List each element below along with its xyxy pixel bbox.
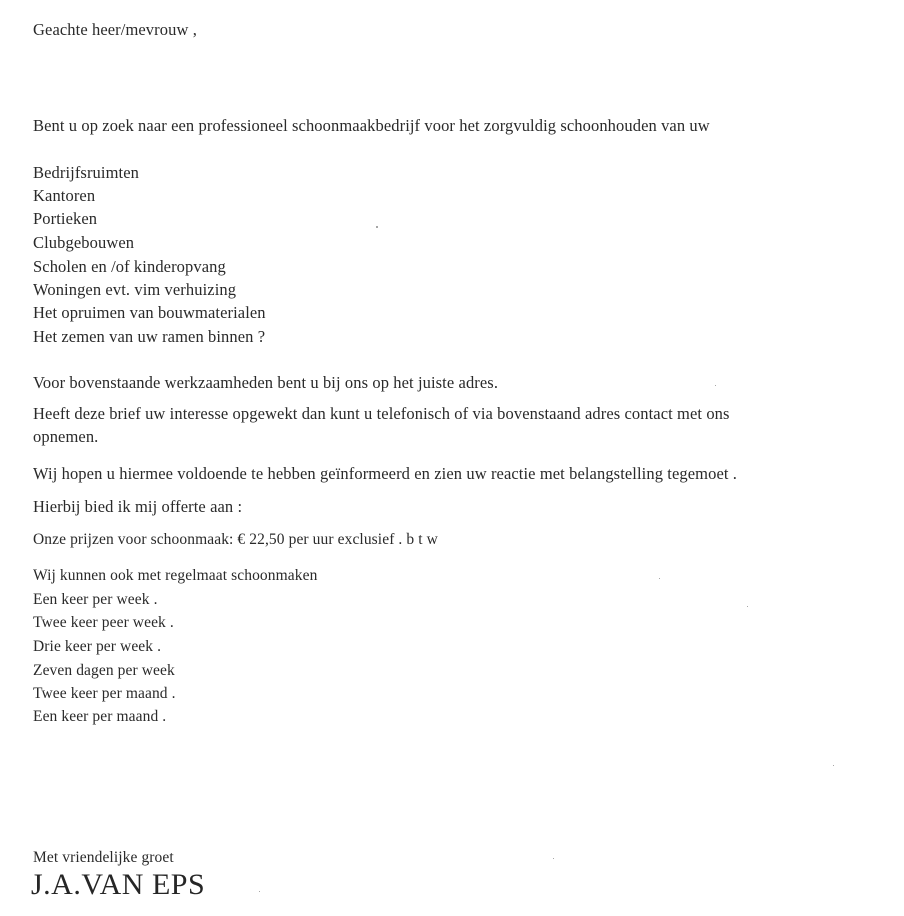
list-item: Twee keer peer week . (33, 614, 174, 631)
hope-paragraph: Wij hopen u hiermee voldoende te hebben geïnformeerd en zien uw reactie met belangstelling tegemoet . (33, 464, 738, 483)
intro-paragraph: Bent u op zoek naar een professioneel schoonmaakbedrijf voor het zorgvuldig schoonhouden van uw (33, 116, 710, 135)
list-item: Het zemen van uw ramen binnen ? (33, 327, 266, 346)
scan-speck (715, 385, 716, 386)
list-item: Een keer per week . (33, 591, 158, 608)
list-item: Het opruimen van bouwmaterialen (33, 303, 266, 322)
list-item: Scholen en /of kinderopvang (33, 257, 226, 276)
scan-speck (833, 765, 834, 766)
scan-speck (553, 858, 554, 859)
regular-intro: Wij kunnen ook met regelmaat schoonmaken (33, 567, 318, 584)
prices-paragraph: Onze prijzen voor schoonmaak: € 22,50 per uur exclusief . b t w (33, 531, 438, 548)
salutation: Geachte heer/mevrouw , (33, 20, 197, 39)
offer-paragraph: Hierbij bied ik mij offerte aan : (33, 497, 243, 516)
list-item: Zeven dagen per week (33, 662, 175, 679)
scan-speck (659, 578, 660, 579)
list-item: Woningen evt. vim verhuizing (33, 280, 237, 299)
address-paragraph: Voor bovenstaande werkzaamheden bent u bij ons op het juiste adres. (33, 373, 499, 392)
interest-paragraph-line2: opnemen. (33, 427, 99, 446)
signature-name: J.A.VAN EPS (31, 868, 206, 901)
list-item: Een keer per maand . (33, 708, 167, 725)
list-item: Clubgebouwen (33, 233, 135, 252)
scan-speck (259, 891, 260, 892)
list-item: Bedrijfsruimten (33, 163, 139, 182)
closing: Met vriendelijke groet (33, 849, 174, 866)
scan-speck (376, 226, 378, 228)
interest-paragraph-line1: Heeft deze brief uw interesse opgewekt dan kunt u telefonisch of via bovenstaand adres contact met ons (33, 404, 730, 423)
list-item: Twee keer per maand . (33, 685, 176, 702)
list-item: Kantoren (33, 186, 96, 205)
list-item: Portieken (33, 209, 98, 228)
list-item: Drie keer per week . (33, 638, 162, 655)
scan-speck (747, 606, 748, 607)
